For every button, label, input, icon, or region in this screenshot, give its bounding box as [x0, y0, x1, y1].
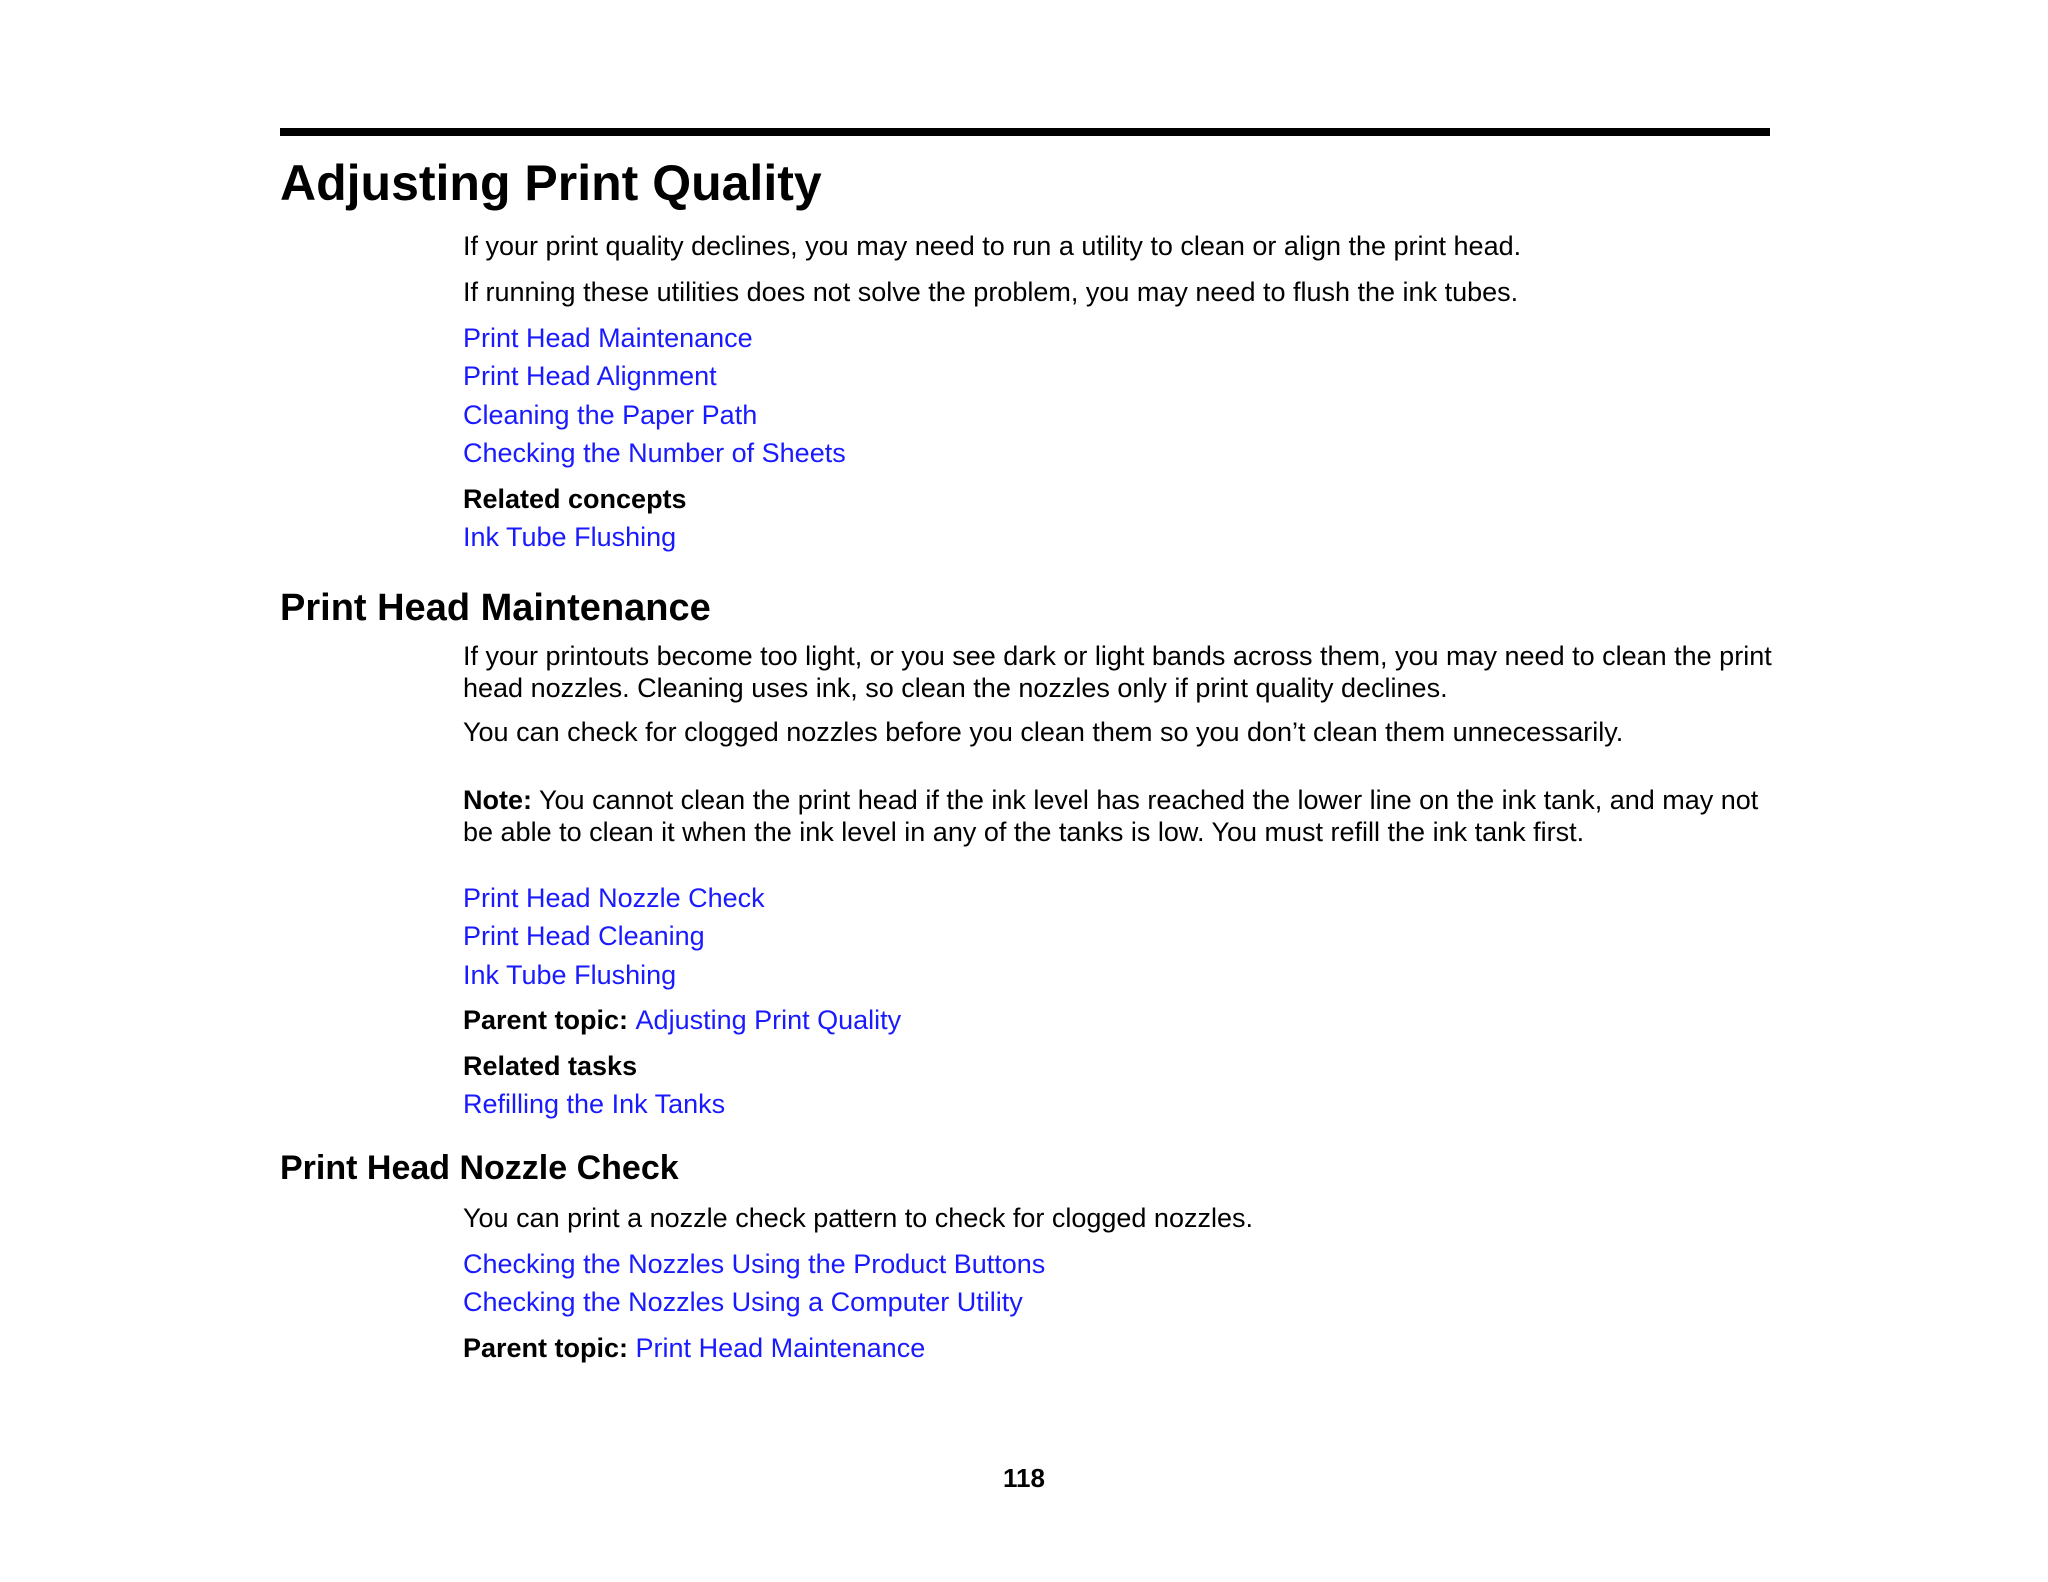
section-title-print-head-maintenance: Print Head Maintenance	[280, 587, 711, 629]
maintenance-paragraph-2: You can check for clogged nozzles before you clean them so you don’t clean them unnecessarily.	[463, 717, 1624, 747]
link-nozzles-computer-utility[interactable]: Checking the Nozzles Using a Computer Utility	[463, 1287, 1023, 1317]
related-tasks-label: Related tasks	[463, 1051, 638, 1081]
link-parent-print-head-maintenance[interactable]: Print Head Maintenance	[635, 1333, 926, 1363]
parent-topic-row	[463, 1004, 901, 1036]
page-number: 118	[1003, 1463, 1045, 1493]
section-title-print-head-nozzle-check: Print Head Nozzle Check	[280, 1149, 679, 1187]
link-cleaning-paper-path[interactable]: Cleaning the Paper Path	[463, 400, 758, 430]
top-rule	[280, 128, 1770, 136]
maintenance-paragraph-1: If your printouts become too light, or you see dark or light bands across them, you may need to clean the print head nozzles. Cleaning uses ink, so clean the nozzles only if print quality declines.	[463, 641, 1772, 703]
note-paragraph	[463, 784, 1773, 848]
page-title: Adjusting Print Quality	[280, 155, 822, 211]
note-label: Note:	[463, 785, 532, 815]
link-checking-number-of-sheets[interactable]: Checking the Number of Sheets	[463, 438, 846, 468]
link-print-head-alignment[interactable]: Print Head Alignment	[463, 361, 717, 391]
related-concepts-label: Related concepts	[463, 484, 687, 514]
intro-paragraph-2: If running these utilities does not solve the problem, you may need to flush the ink tubes.	[463, 277, 1519, 307]
link-ink-tube-flushing[interactable]: Ink Tube Flushing	[463, 522, 677, 552]
parent-topic-label-2: Parent topic:	[463, 1333, 629, 1363]
intro-paragraph-1: If your print quality declines, you may need to run a utility to clean or align the print head.	[463, 231, 1522, 261]
link-ink-tube-flushing-2[interactable]: Ink Tube Flushing	[463, 960, 677, 990]
parent-topic-label: Parent topic:	[463, 1005, 629, 1035]
link-print-head-cleaning[interactable]: Print Head Cleaning	[463, 921, 705, 951]
nozzle-check-paragraph: You can print a nozzle check pattern to check for clogged nozzles.	[463, 1203, 1253, 1233]
link-print-head-nozzle-check[interactable]: Print Head Nozzle Check	[463, 883, 765, 913]
link-print-head-maintenance[interactable]: Print Head Maintenance	[463, 323, 753, 353]
link-nozzles-product-buttons[interactable]: Checking the Nozzles Using the Product Buttons	[463, 1249, 1046, 1279]
note-text: You cannot clean the print head if the ink level has reached the lower line on the ink tank, and may not be able to clean it when the ink level in any of the tanks is low. You must refill the ink tank first.	[463, 785, 1759, 847]
link-refilling-ink-tanks[interactable]: Refilling the Ink Tanks	[463, 1089, 726, 1119]
link-parent-adjusting-print-quality[interactable]: Adjusting Print Quality	[635, 1005, 902, 1035]
parent-topic-row-2	[463, 1332, 925, 1364]
